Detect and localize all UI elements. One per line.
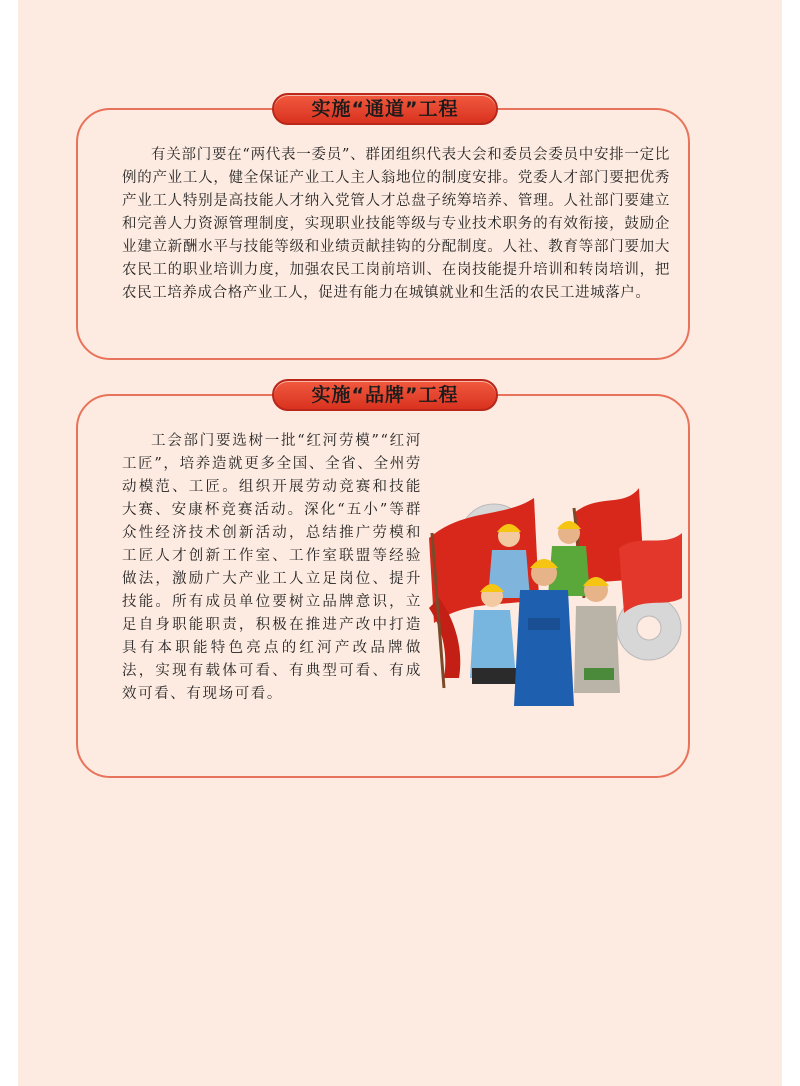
section-brand-body: 工会部门要选树一批“红河劳模”“红河工匠”，培养造就更多全国、全省、全州劳动模范、工匠。组织开展劳动竞赛和技能大赛、安康杯竞赛活动。深化“五小”等群众性经济技术创新活动，总结推广劳模和工匠人才创新工作室、工作室联盟等经验做法，激励广大产业工人立足岗位、提升技能。所有成员单位要树立品牌意识，立足自身职能职责，积极在推进产改中打造具有本职能特色亮点的红河产改品牌做法，实现有载体可看、有典型可看、有成效可看、有现场可看。 bbox=[122, 433, 422, 702]
workers-flags-illustration bbox=[424, 478, 686, 706]
section-channel-body: 有关部门要在“两代表一委员”、群团组织代表大会和委员会委员中安排一定比例的产业工人，健全保证产业工人主人翁地位的制度安排。党委人才部门要把优秀产业工人特别是高技能人才纳入党管人才总盘子统筹培养、管理。人社部门要建立和完善人力资源管理制度，实现职业技能等级与专业技术职务的有效衔接，鼓励企业建立新酬水平与技能等级和业绩贡献挂钩的分配制度。人社、教育等部门要加大农民工的职业培训力度，加强农民工岗前培训、在岗技能提升培训和转岗培训，把农民工培养成合格产业工人，促进有能力在城镇就业和生活的农民工进城落户。 bbox=[122, 147, 670, 301]
section-channel-title: 实施“通道”工程 bbox=[272, 93, 498, 125]
section-brand-title: 实施“品牌”工程 bbox=[272, 379, 498, 411]
